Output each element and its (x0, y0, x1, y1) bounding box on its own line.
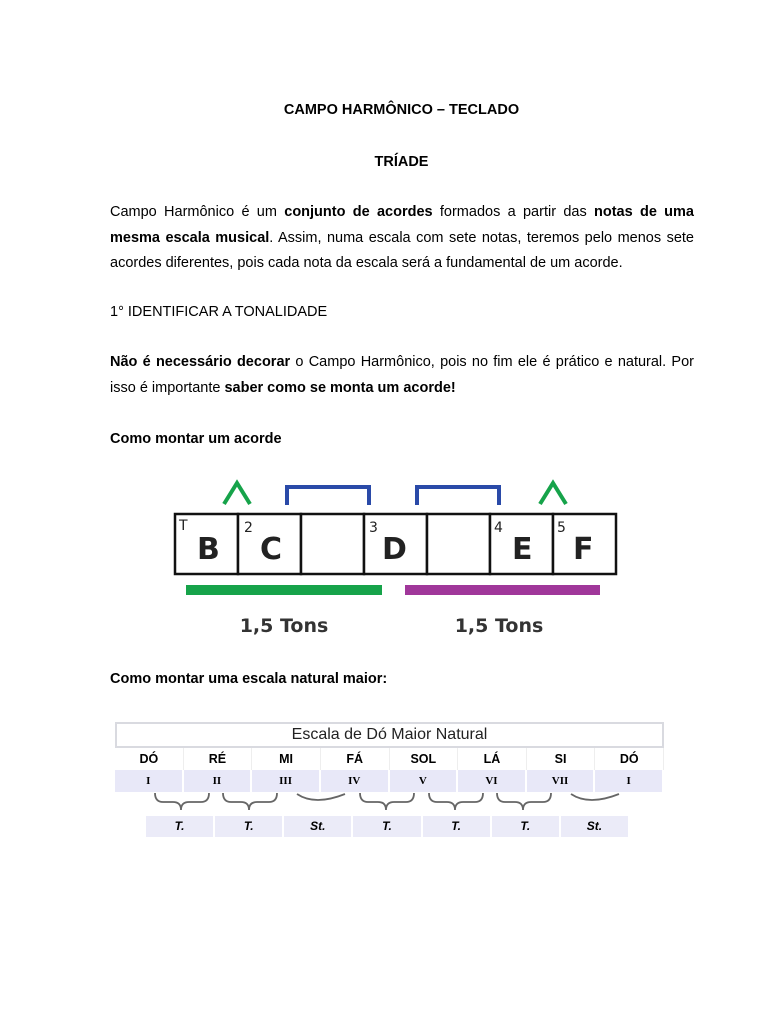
step-braces (115, 790, 664, 814)
caret-left (224, 483, 250, 504)
scale-degree: I (595, 770, 664, 792)
brace-7 (571, 794, 619, 800)
key-letter-4: D (382, 532, 407, 567)
key-letter-6: E (512, 532, 533, 567)
brace-2 (223, 793, 277, 810)
interval-label-2: 1,5 Tons (454, 615, 544, 637)
scale-step: St. (284, 816, 353, 837)
interval-bar-purple (405, 585, 600, 595)
scale-degree: IV (321, 770, 390, 792)
scale-heading: Como montar uma escala natural maior: (110, 671, 388, 687)
scale-title: Escala de Dó Maior Natural (115, 722, 664, 748)
scale-degrees-row (115, 770, 664, 792)
key-num-1: T (179, 518, 188, 534)
key-letter-1: B (197, 532, 220, 567)
scale-degree: I (115, 770, 184, 792)
scale-note: RÉ (184, 748, 253, 770)
bracket-right (417, 487, 499, 505)
key-num-6: 4 (494, 520, 503, 536)
caret-right (540, 483, 566, 504)
scale-note: SOL (390, 748, 459, 770)
brace-4 (360, 793, 414, 810)
scale-degree: VII (527, 770, 596, 792)
scale-note: FÁ (321, 748, 390, 770)
key-letter-2: C (260, 532, 283, 567)
scale-step: T. (423, 816, 492, 837)
brace-6 (497, 793, 551, 810)
scale-note: DÓ (115, 748, 184, 770)
scale-table (115, 722, 664, 792)
key-num-2: 2 (244, 520, 253, 536)
key-num-7: 5 (557, 520, 566, 536)
chord-diagram (173, 472, 618, 642)
step-one-heading: 1° IDENTIFICAR A TONALIDADE (110, 304, 328, 320)
scale-step: T. (146, 816, 215, 837)
scale-step: T. (353, 816, 422, 837)
bracket-left (287, 487, 369, 505)
key-letter-7: F (573, 532, 594, 567)
scale-step: St. (561, 816, 630, 837)
interval-label-1: 1,5 Tons (239, 615, 329, 637)
document-title: CAMPO HARMÔNICO – TECLADO (283, 102, 520, 118)
scale-note: LÁ (458, 748, 527, 770)
chord-heading: Como montar um acorde (110, 431, 282, 447)
scale-note: DÓ (595, 748, 664, 770)
document-subtitle: TRÍADE (374, 154, 429, 170)
brace-1 (155, 793, 209, 810)
scale-step: T. (492, 816, 561, 837)
scale-degree: V (390, 770, 459, 792)
intro-paragraph: Campo Harmônico é um conjunto de acordes formados a partir das notas de uma mesma escala musical. Assim, numa escala com sete notas, teremos pelo menos sete acordes diferentes, pois cada nota da escala será a fundamental de um acorde. (110, 204, 694, 271)
key-num-4: 3 (369, 520, 378, 536)
scale-degree: II (184, 770, 253, 792)
brace-5 (429, 793, 483, 810)
brace-3 (297, 794, 345, 800)
scale-notes-row (115, 748, 664, 770)
scale-note: SI (527, 748, 596, 770)
note-paragraph: Não é necessário decorar o Campo Harmônico, pois no fim ele é prático e natural. Por isso é importante saber como se monta um acorde! (110, 354, 694, 396)
scale-note: MI (252, 748, 321, 770)
scale-degree: III (252, 770, 321, 792)
scale-degree: VI (458, 770, 527, 792)
interval-bar-green (186, 585, 382, 595)
scale-step: T. (215, 816, 284, 837)
scale-steps-row (146, 816, 630, 837)
